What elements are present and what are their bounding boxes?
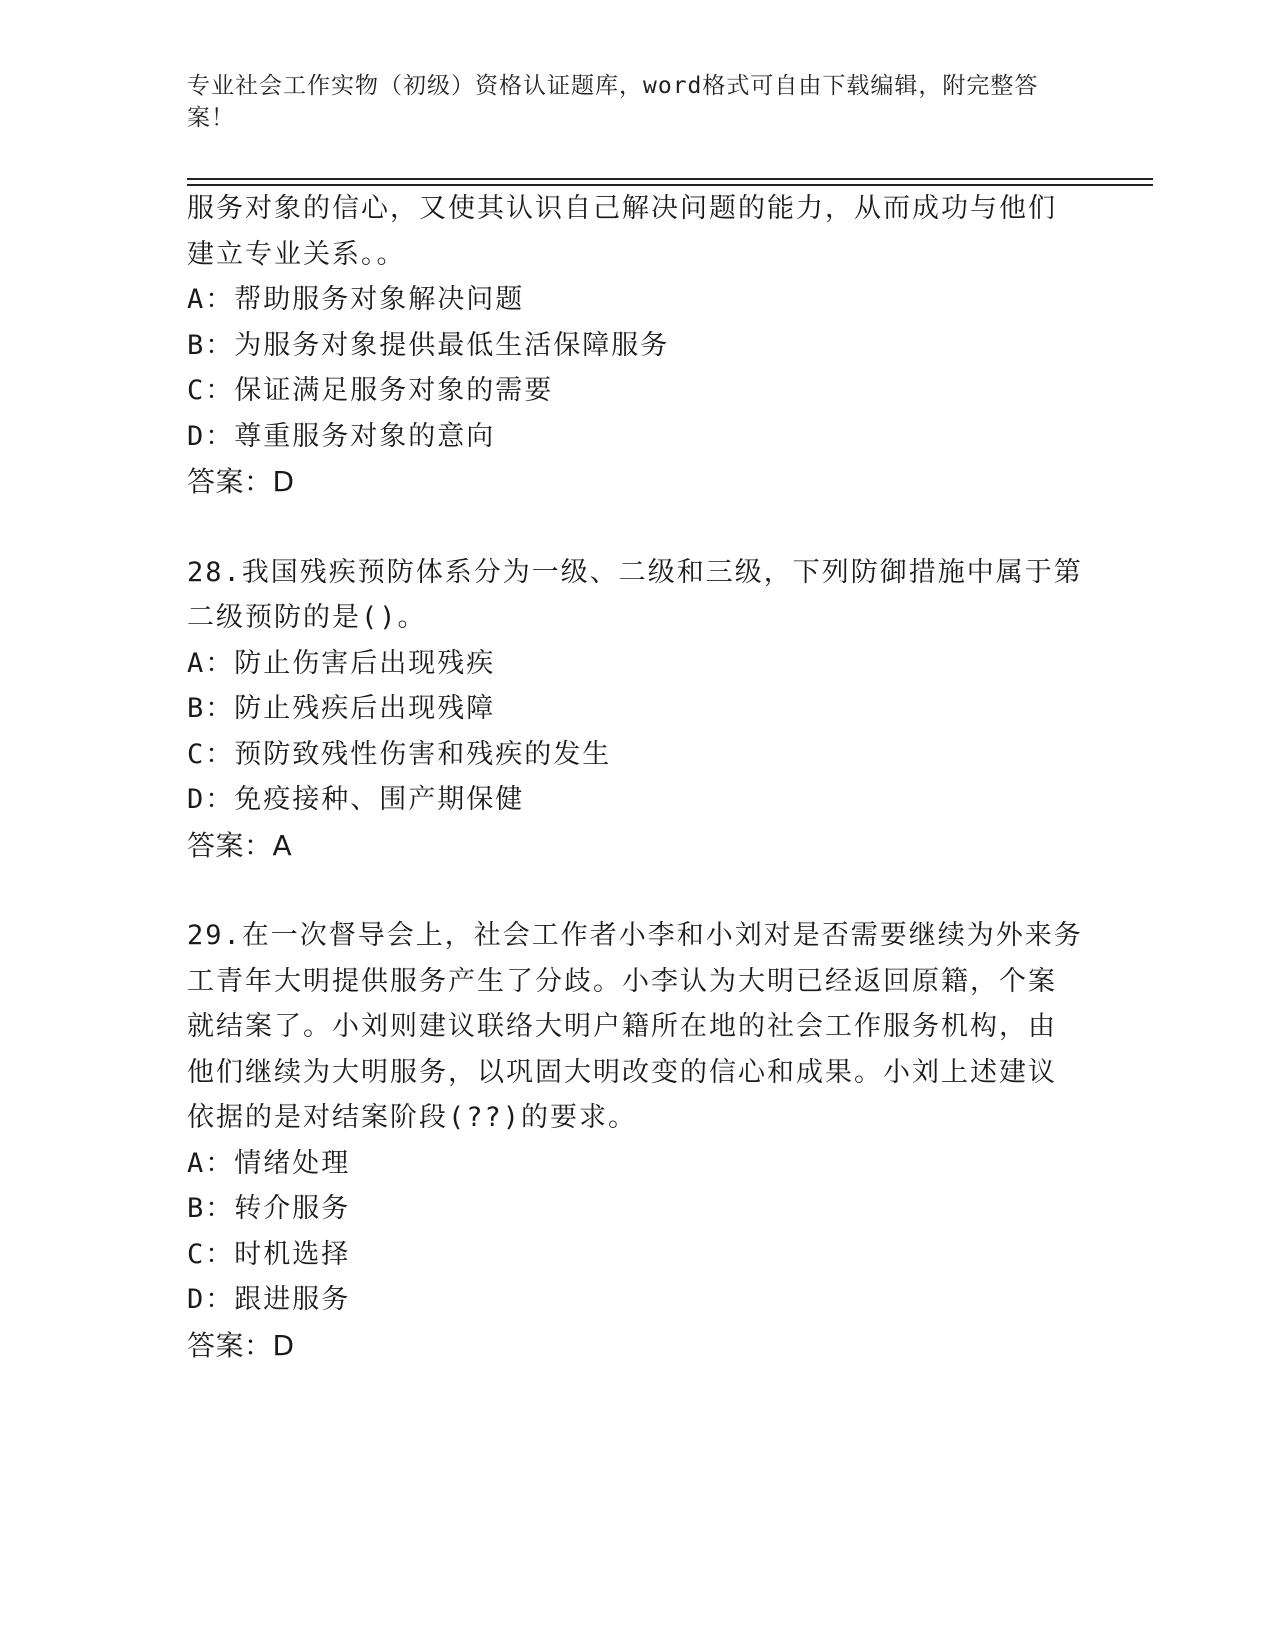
option-a: A：防止伤害后出现残疾: [187, 647, 496, 679]
question-29: [187, 913, 1087, 1368]
answer-label: 答案：D: [187, 465, 295, 498]
question-list: [187, 186, 1087, 1368]
option-d: D：尊重服务对象的意向: [187, 420, 496, 452]
option-c: C：保证满足服务对象的需要: [187, 375, 554, 406]
header-line-2: 案！: [187, 105, 235, 131]
question-stem-line: 建立专业关系。。: [187, 238, 406, 270]
question-stem-line: 二级预防的是()。: [187, 602, 427, 633]
question-28: [187, 550, 1087, 869]
page-header: [187, 70, 1067, 134]
answer-label: 答案：D: [187, 1328, 295, 1362]
header-line-1: 专业社会工作实物（初级）资格认证题库，word格式可自由下载编辑，附完整答: [187, 73, 1039, 99]
question-stem-line: 依据的是对结案阶段(??)的要求。: [187, 1102, 638, 1133]
question-stem-line: 28.我国残疾预防体系分为一级、二级和三级，下列防御措施中属于第: [187, 556, 1083, 588]
question-stem-line: 工青年大明提供服务产生了分歧。小李认为大明已经返回原籍，个案: [187, 965, 1057, 997]
question-stem-line: 服务对象的信心，又使其认识自己解决问题的能力，从而成功与他们: [187, 193, 1057, 224]
option-a: A：情绪处理: [187, 1147, 351, 1179]
question-stem-line: 他们继续为大明服务，以巩固大明改变的信心和成果。小刘上述建议: [187, 1056, 1057, 1088]
question-stem-line: 就结案了。小刘则建议联络大明户籍所在地的社会工作服务机构，由: [187, 1011, 1057, 1042]
option-a: A：帮助服务对象解决问题: [187, 284, 525, 315]
question-stem-line: 29.在一次督导会上，社会工作者小李和小刘对是否需要继续为外来务: [187, 920, 1083, 951]
spacer: [187, 868, 1087, 913]
option-d: D：免疫接种、围产期保健: [187, 784, 525, 815]
option-b: B：防止残疾后出现残障: [187, 693, 496, 724]
question-27: [187, 186, 1087, 505]
option-b: B：转介服务: [187, 1193, 351, 1224]
spacer: [187, 505, 1087, 550]
option-b: B：为服务对象提供最低生活保障服务: [187, 329, 670, 361]
option-c: C：时机选择: [187, 1238, 351, 1270]
option-c: C：预防致残性伤害和残疾的发生: [187, 738, 612, 770]
header-rule-top: [187, 178, 1153, 180]
answer-label: 答案：A: [187, 828, 293, 862]
option-d: D：跟进服务: [187, 1284, 351, 1315]
